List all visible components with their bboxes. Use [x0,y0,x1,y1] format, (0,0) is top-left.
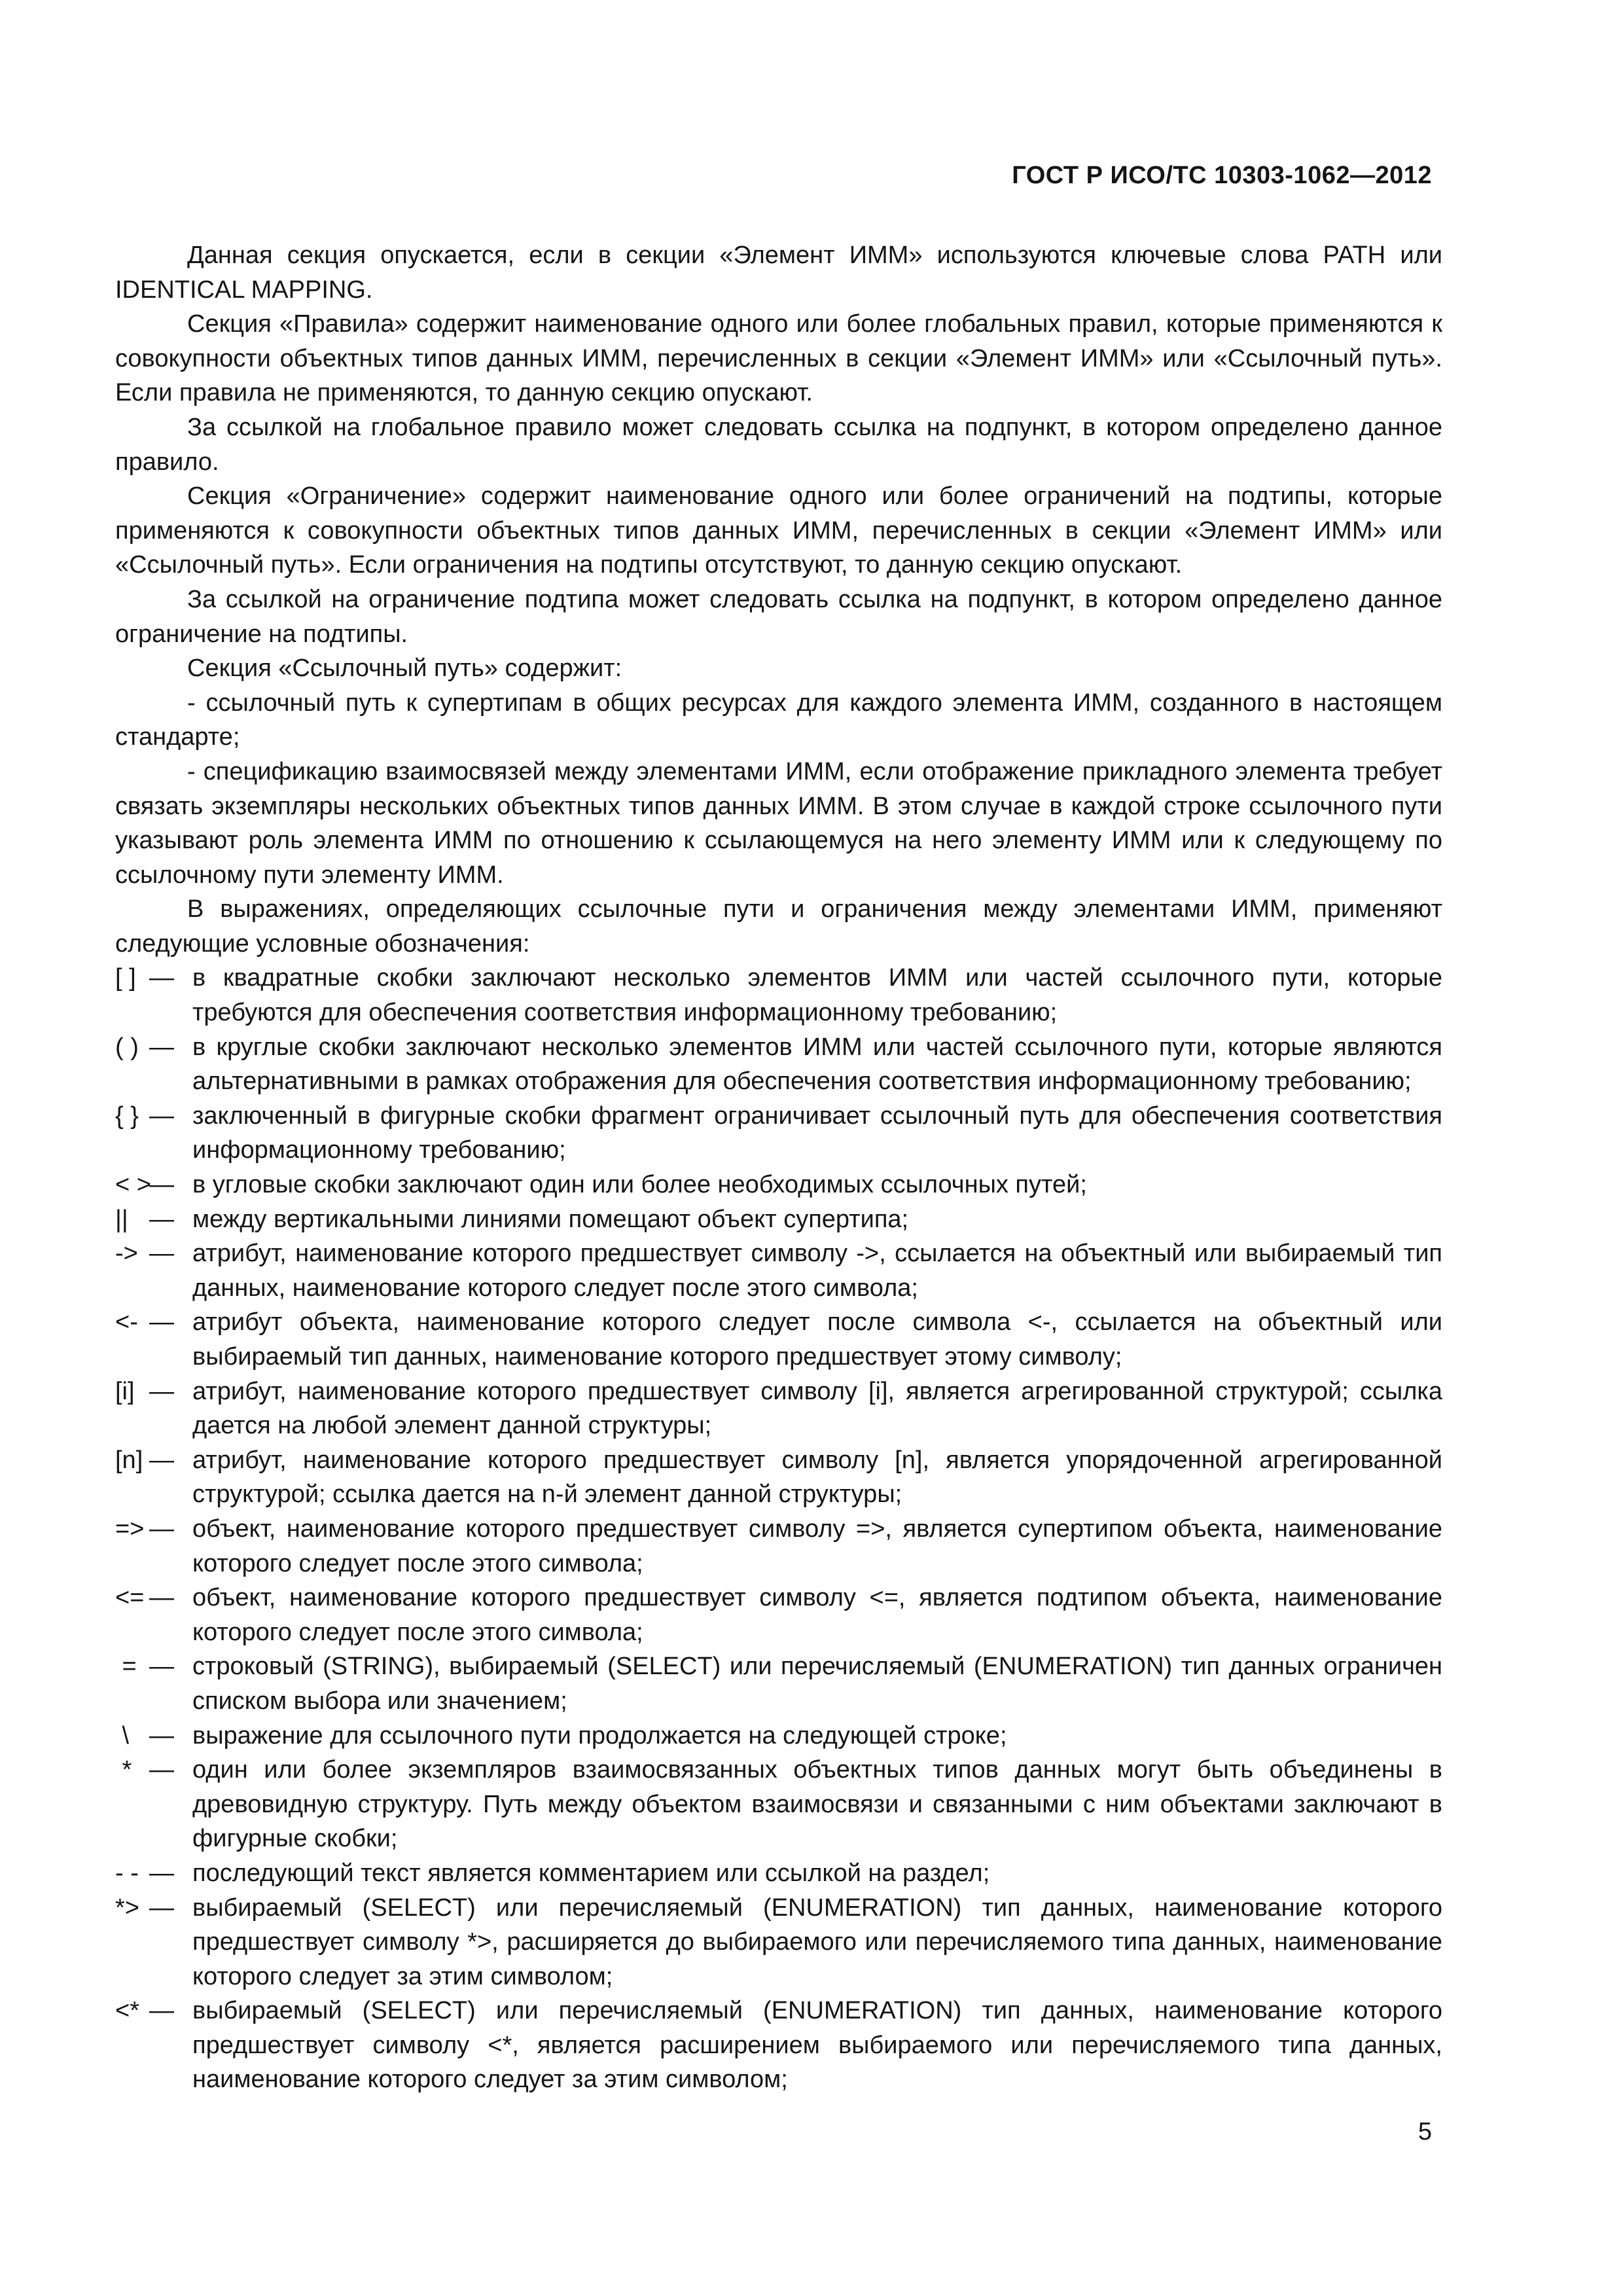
notation-symbol: ( ) [115,1033,139,1061]
em-dash: — [149,1308,174,1336]
notation-item [115,1236,1442,1305]
notation-symbol: <* [115,1997,139,2025]
paragraph: В выражениях, определяющих ссылочные пути и ограничения между элементами ИММ, применяют следующие условные обозначения: [115,895,1442,958]
notation-item [115,1512,1442,1581]
notation-item [115,1994,1442,2097]
notation-symbol: [n] [115,1446,143,1474]
notation-item [115,1168,1442,1202]
paragraph: За ссылкой на глобальное правило может следовать ссылка на подпункт, в котором определено данное правило. [115,413,1442,476]
paragraph: Секция «Правила» содержит наименование одного или более глобальных правил, которые применяются к совокупности объектных типов данных ИММ, перечисленных в секции «Элемент ИММ» или «Ссылочный путь». Если правила не применяются, то данную секцию опускают. [115,310,1442,407]
list-paragraph: - ссылочный путь к супертипам в общих ресурсах для каждого элемента ИММ, созданного в настоящем стандарте; [115,689,1442,751]
notation-symbol: <- [115,1308,138,1336]
notation-description: атрибут объекта, наименование которого следует после символа <-, ссылается на объектный или выбираемый тип данных, наименование которого предшествует этому символу; [192,1308,1442,1371]
notation-symbol: <= [115,1584,145,1612]
notation-description: в квадратные скобки заключают несколько элементов ИММ или частей ссылочного пути, которые требуются для обеспечения соответствия информационному требованию; [192,964,1442,1027]
em-dash: — [149,964,174,992]
em-dash: — [149,1033,174,1061]
notation-item [115,1891,1442,1994]
notation-symbol: *> [115,1893,139,1922]
paragraph: Секция «Ограничение» содержит наименование одного или более ограничений на подтипы, которые применяются к совокупности объектных типов данных ИММ, перечисленных в секции «Элемент ИММ» или «Ссылочный путь». Если ограничения на подтипы отсутствуют, то данную секцию опускают. [115,482,1442,579]
notation-item [115,1856,1442,1891]
page-number: 5 [1418,2118,1432,2145]
notation-description: выражение для ссылочного пути продолжается на следующей строке; [192,1721,1007,1749]
notation-item [115,1305,1442,1374]
notation-list [115,961,1442,2097]
notation-description: заключенный в фигурные скобки фрагмент ограничивает ссылочный путь для обеспечения соответствия информационному требованию; [192,1102,1442,1164]
notation-symbol: \ [115,1721,130,1749]
em-dash: — [149,1240,174,1268]
em-dash: — [149,1584,174,1612]
notation-item [115,1099,1442,1168]
em-dash: — [149,1515,174,1543]
notation-item [115,1719,1442,1753]
notation-symbol: || [115,1205,128,1233]
notation-item [115,1581,1442,1649]
notation-symbol: = [115,1653,137,1681]
notation-symbol: < > [115,1171,151,1199]
notation-item [115,1030,1442,1099]
notation-item [115,1202,1442,1237]
document-body [115,238,1442,2097]
em-dash: — [149,1171,174,1199]
notation-description: объект, наименование которого предшествует символу <=, является подтипом объекта, наименование которого следует после этого символа; [192,1584,1442,1646]
list-paragraph: - спецификацию взаимосвязей между элементами ИММ, если отображение прикладного элемента требует связать экземпляры нескольких объектных типов данных ИММ. В этом случае в каждой строке ссылочного пути указывают роль элемента ИММ по отношению к ссылающемуся на него элементу ИММ или к следующему по ссылочному пути элементу ИММ. [115,757,1442,889]
notation-description: выбираемый (SELECT) или перечисляемый (ENUMERATION) тип данных, наименование которого предшествует символу <*, является расширением выбираемого или перечисляемого типа данных, наименование которого следует за этим символом; [192,1997,1442,2094]
notation-description: атрибут, наименование которого предшествует символу [n], является упорядоченной агрегированной структурой; ссылка дается на n-й элемент данной структуры; [192,1446,1442,1509]
paragraph: Секция «Ссылочный путь» содержит: [187,655,622,683]
em-dash: — [149,1756,174,1784]
em-dash: — [149,1859,174,1887]
em-dash: — [149,1377,174,1405]
notation-item [115,1374,1442,1443]
notation-description: последующий текст является комментарием или ссылкой на раздел; [192,1859,990,1887]
notation-symbol: => [115,1515,145,1543]
notation-symbol: * [115,1756,132,1784]
notation-symbol: - - [115,1859,139,1887]
em-dash: — [149,1205,174,1233]
paragraph: За ссылкой на ограничение подтипа может следовать ссылка на подпункт, в котором определено данное ограничение на подтипы. [115,585,1442,648]
paragraph: Данная секция опускается, если в секции «Элемент ИММ» используются ключевые слова PATH или IDENTICAL MAPPING. [115,242,1442,304]
notation-description: объект, наименование которого предшествует символу =>, является супертипом объекта, наименование которого следует после этого символа; [192,1515,1442,1577]
notation-item [115,961,1442,1030]
notation-symbol: [ ] [115,964,136,992]
em-dash: — [149,1102,174,1130]
em-dash: — [149,1997,174,2025]
em-dash: — [149,1653,174,1681]
standard-header: ГОСТ Р ИСО/ТС 10303-1062—2012 [1012,162,1432,189]
notation-symbol: [i] [115,1377,135,1405]
notation-description: в круглые скобки заключают несколько элементов ИММ или частей ссылочного пути, которые являются альтернативными в рамках отображения для обеспечения соответствия информационному требованию; [192,1033,1442,1096]
notation-symbol: -> [115,1240,138,1268]
em-dash: — [149,1446,174,1474]
notation-description: выбираемый (SELECT) или перечисляемый (ENUMERATION) тип данных, наименование которого предшествует символу *>, расширяется до выбираемого или перечисляемого типа данных, наименование которого следует за этим символом; [192,1893,1442,1990]
notation-item [115,1649,1442,1718]
notation-item [115,1443,1442,1512]
em-dash: — [149,1721,174,1749]
em-dash: — [149,1893,174,1922]
notation-symbol: { } [115,1102,139,1130]
notation-description: между вертикальными линиями помещают объект супертипа; [192,1205,909,1233]
notation-description: атрибут, наименование которого предшествует символу ->, ссылается на объектный или выбираемый тип данных, наименование которого следует после этого символа; [192,1240,1442,1302]
notation-description: атрибут, наименование которого предшествует символу [i], является агрегированной структурой; ссылка дается на любой элемент данной структуры; [192,1377,1442,1440]
notation-description: в угловые скобки заключают один или более необходимых ссылочных путей; [192,1171,1087,1199]
notation-description: один или более экземпляров взаимосвязанных объектных типов данных могут быть объединены в древовидную структуру. Путь между объектом взаимосвязи и связанными с ним объектами заключают в фигурные скобки; [192,1756,1442,1853]
notation-item [115,1753,1442,1856]
notation-description: строковый (STRING), выбираемый (SELECT) или перечисляемый (ENUMERATION) тип данных ограничен списком выбора или значением; [192,1653,1442,1715]
